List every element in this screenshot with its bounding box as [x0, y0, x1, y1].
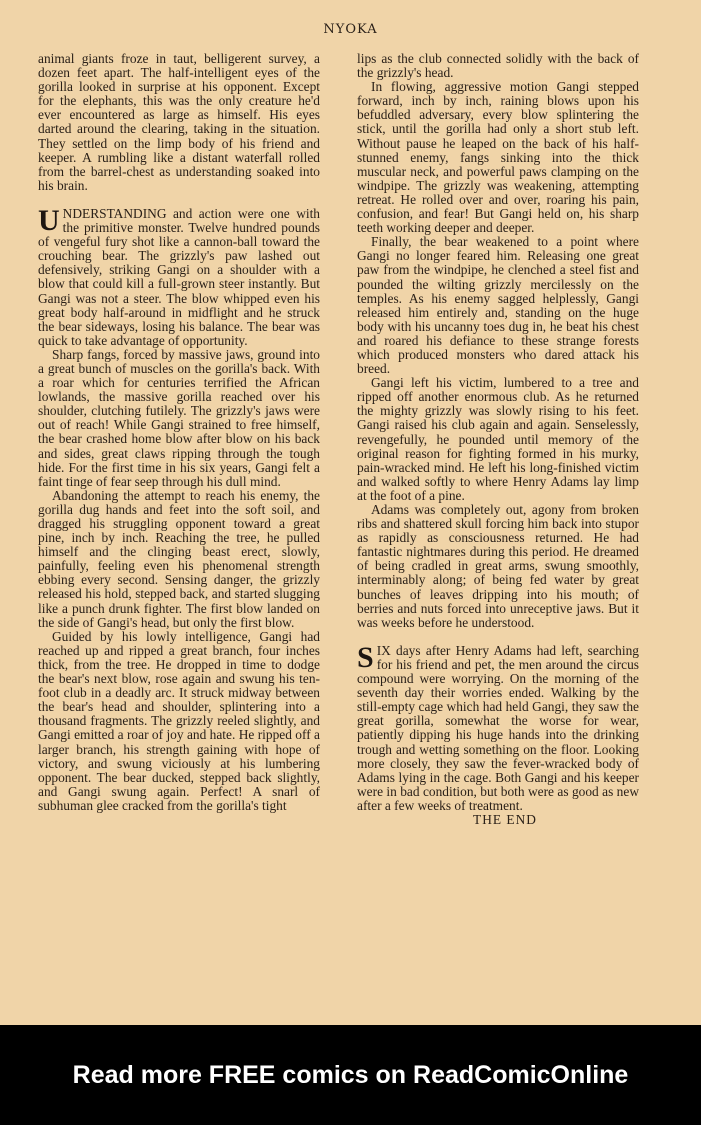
- promo-banner: Read more FREE comics on ReadComicOnline: [0, 1025, 701, 1125]
- paragraph: Adams was completely out, agony from broken ribs and shattered skull forcing him back into stupor as rapidly as consciousness returned. He had fantastic nightmares during this period. He dreamed of being cradled in great arms, swung smoothly, interminably along; of being fed water by great bunches of leaves dripping into his mouth; of berries and nuts forced into unreceptive jaws. But it was weeks before he understood.: [357, 502, 639, 630]
- running-head-title: NYOKA: [323, 22, 378, 37]
- right-column: [357, 52, 639, 827]
- paragraph: animal giants froze in taut, belligerent survey, a dozen feet apart. The half-intelligent eyes of the gorilla looked in surprise at his opponent. Except for the elephants, this was the only creature he'd ever encountered as large as himself. His eyes darted around the clearing, taking in the situation. They settled on the limp body of his friend and keeper. A rumbling like a distant waterfall rolled from the barrel-chest as understanding soaked into his brain.: [38, 51, 320, 193]
- paragraph: In flowing, aggressive motion Gangi stepped forward, inch by inch, raining blows upon his befuddled adversary, every blow splintering the stick, until the gorilla had only a short stub left. Without pause he leaped on the back of his half-stunned enemy, fangs sinking into the thick muscular neck, and powerful paws clamping on the windpipe. The grizzly was weakening, attempting retreat. He rolled over and over, roaring his pain, confusion, and fear! But Gangi held on, his sharp teeth working deeper and deeper.: [357, 79, 639, 236]
- paragraph: Guided by his lowly intelligence, Gangi had reached up and ripped a great branch, four inches thick, from the tree. He dropped in time to dodge the bear's next blow, rose again and swung his ten-foot club in a deadly arc. It struck midway between the bear's head and shoulder, splintering into a thousand fragments. The grizzly reeled slightly, and Gangi emitted a roar of joy and hate. He ripped off a larger branch, his strength gaining with hope of victory, and swung viciously at his lumbering opponent. The bear ducked, stepped back slightly, and Gangi swung again. Perfect! A snarl of subhuman glee cracked from the gorilla's tight: [38, 628, 320, 813]
- drop-cap: S: [357, 640, 374, 674]
- paragraph: lips as the club connected solidly with the back of the grizzly's head.: [357, 51, 639, 81]
- the-end-label: THE END: [473, 811, 537, 827]
- paragraph-text: IX days after Henry Adams had left, searching for his friend and pet, the men around the circus compound were worrying. On the morning of the seventh day their worries ended. Walking by the still-empty cage which had held Gangi, they saw the great gorilla, somewhat the worse for wear, patiently dipping his huge hands into the drinking trough and wetting something on the floor. Looking more closely, they saw the fever-wracked body of Adams lying in the cage. Both Gangi and his keeper were in bad condition, but both were as good as new after a few weeks of treatment.: [357, 642, 639, 813]
- paragraph: [38, 203, 320, 348]
- paragraph: [357, 640, 639, 813]
- drop-cap: U: [38, 203, 60, 237]
- paragraph: Sharp fangs, forced by massive jaws, ground into a great bunch of muscles on the gorilla's back. With a roar which for centuries terrified the African lowlands, the massive gorilla reached over his shoulder, clutching futilely. The grizzly's jaws were out of reach! While Gangi strained to free himself, the bear crashed home blow after blow on his back and sides, great claws ripping through the tough hide. For the first time in his six years, Gangi felt a faint tinge of fear seep through his dull mind.: [38, 346, 320, 489]
- paragraph: Finally, the bear weakened to a point where Gangi no longer feared him. Releasing one great paw from the windpipe, he clenched a steel fist and pounded the wilting grizzly mercilessly on the temples. As his enemy sagged helplessly, Gangi released him entirely and, standing on the huge body with his uncanny toes dug in, he beat his chest and roared his defiance to these strange forests which produced monsters who dared attack his breed.: [357, 234, 639, 377]
- paragraph: Gangi left his victim, lumbered to a tree and ripped off another enormous club. As he returned the mighty grizzly was slowly rising to his feet. Gangi raised his club again and again. Senselessly, revengefully, he pounded until memory of the original reason for fighting formed in his murky, pain-wracked mind. He left his long-finished victim and walked softly to where Henry Adams lay limp at the foot of a pine.: [357, 375, 639, 503]
- left-column: [38, 52, 320, 813]
- paragraph-text: NDERSTANDING and action were one with the primitive monster. Twelve hundred pounds of vengeful fury shot like a cannon-ball toward the crouching bear. The grizzly's paw lashed out defensively, striking Gangi on a shoulder with a blow that could kill a full-grown steer instantly. But Gangi was not a steer. The blow whipped even his great body half-around in midflight and he struck the bear sideways, losing his balance. The bear was quick to take advantage of opportunity.: [38, 205, 320, 348]
- paragraph: Abandoning the attempt to reach his enemy, the gorilla dug hands and feet into the soft soil, and dragged his struggling opponent toward a great pine, inch by inch. Reaching the tree, he pulled himself and the clinging beast erect, slowly, painfully, feeling even his phenomenal strength ebbing every second. Sensing danger, the grizzly released his hold, stepped back, and started slugging like a punch drunk fighter. The first blow landed on the side of Gangi's head, but only the first blow.: [38, 487, 320, 630]
